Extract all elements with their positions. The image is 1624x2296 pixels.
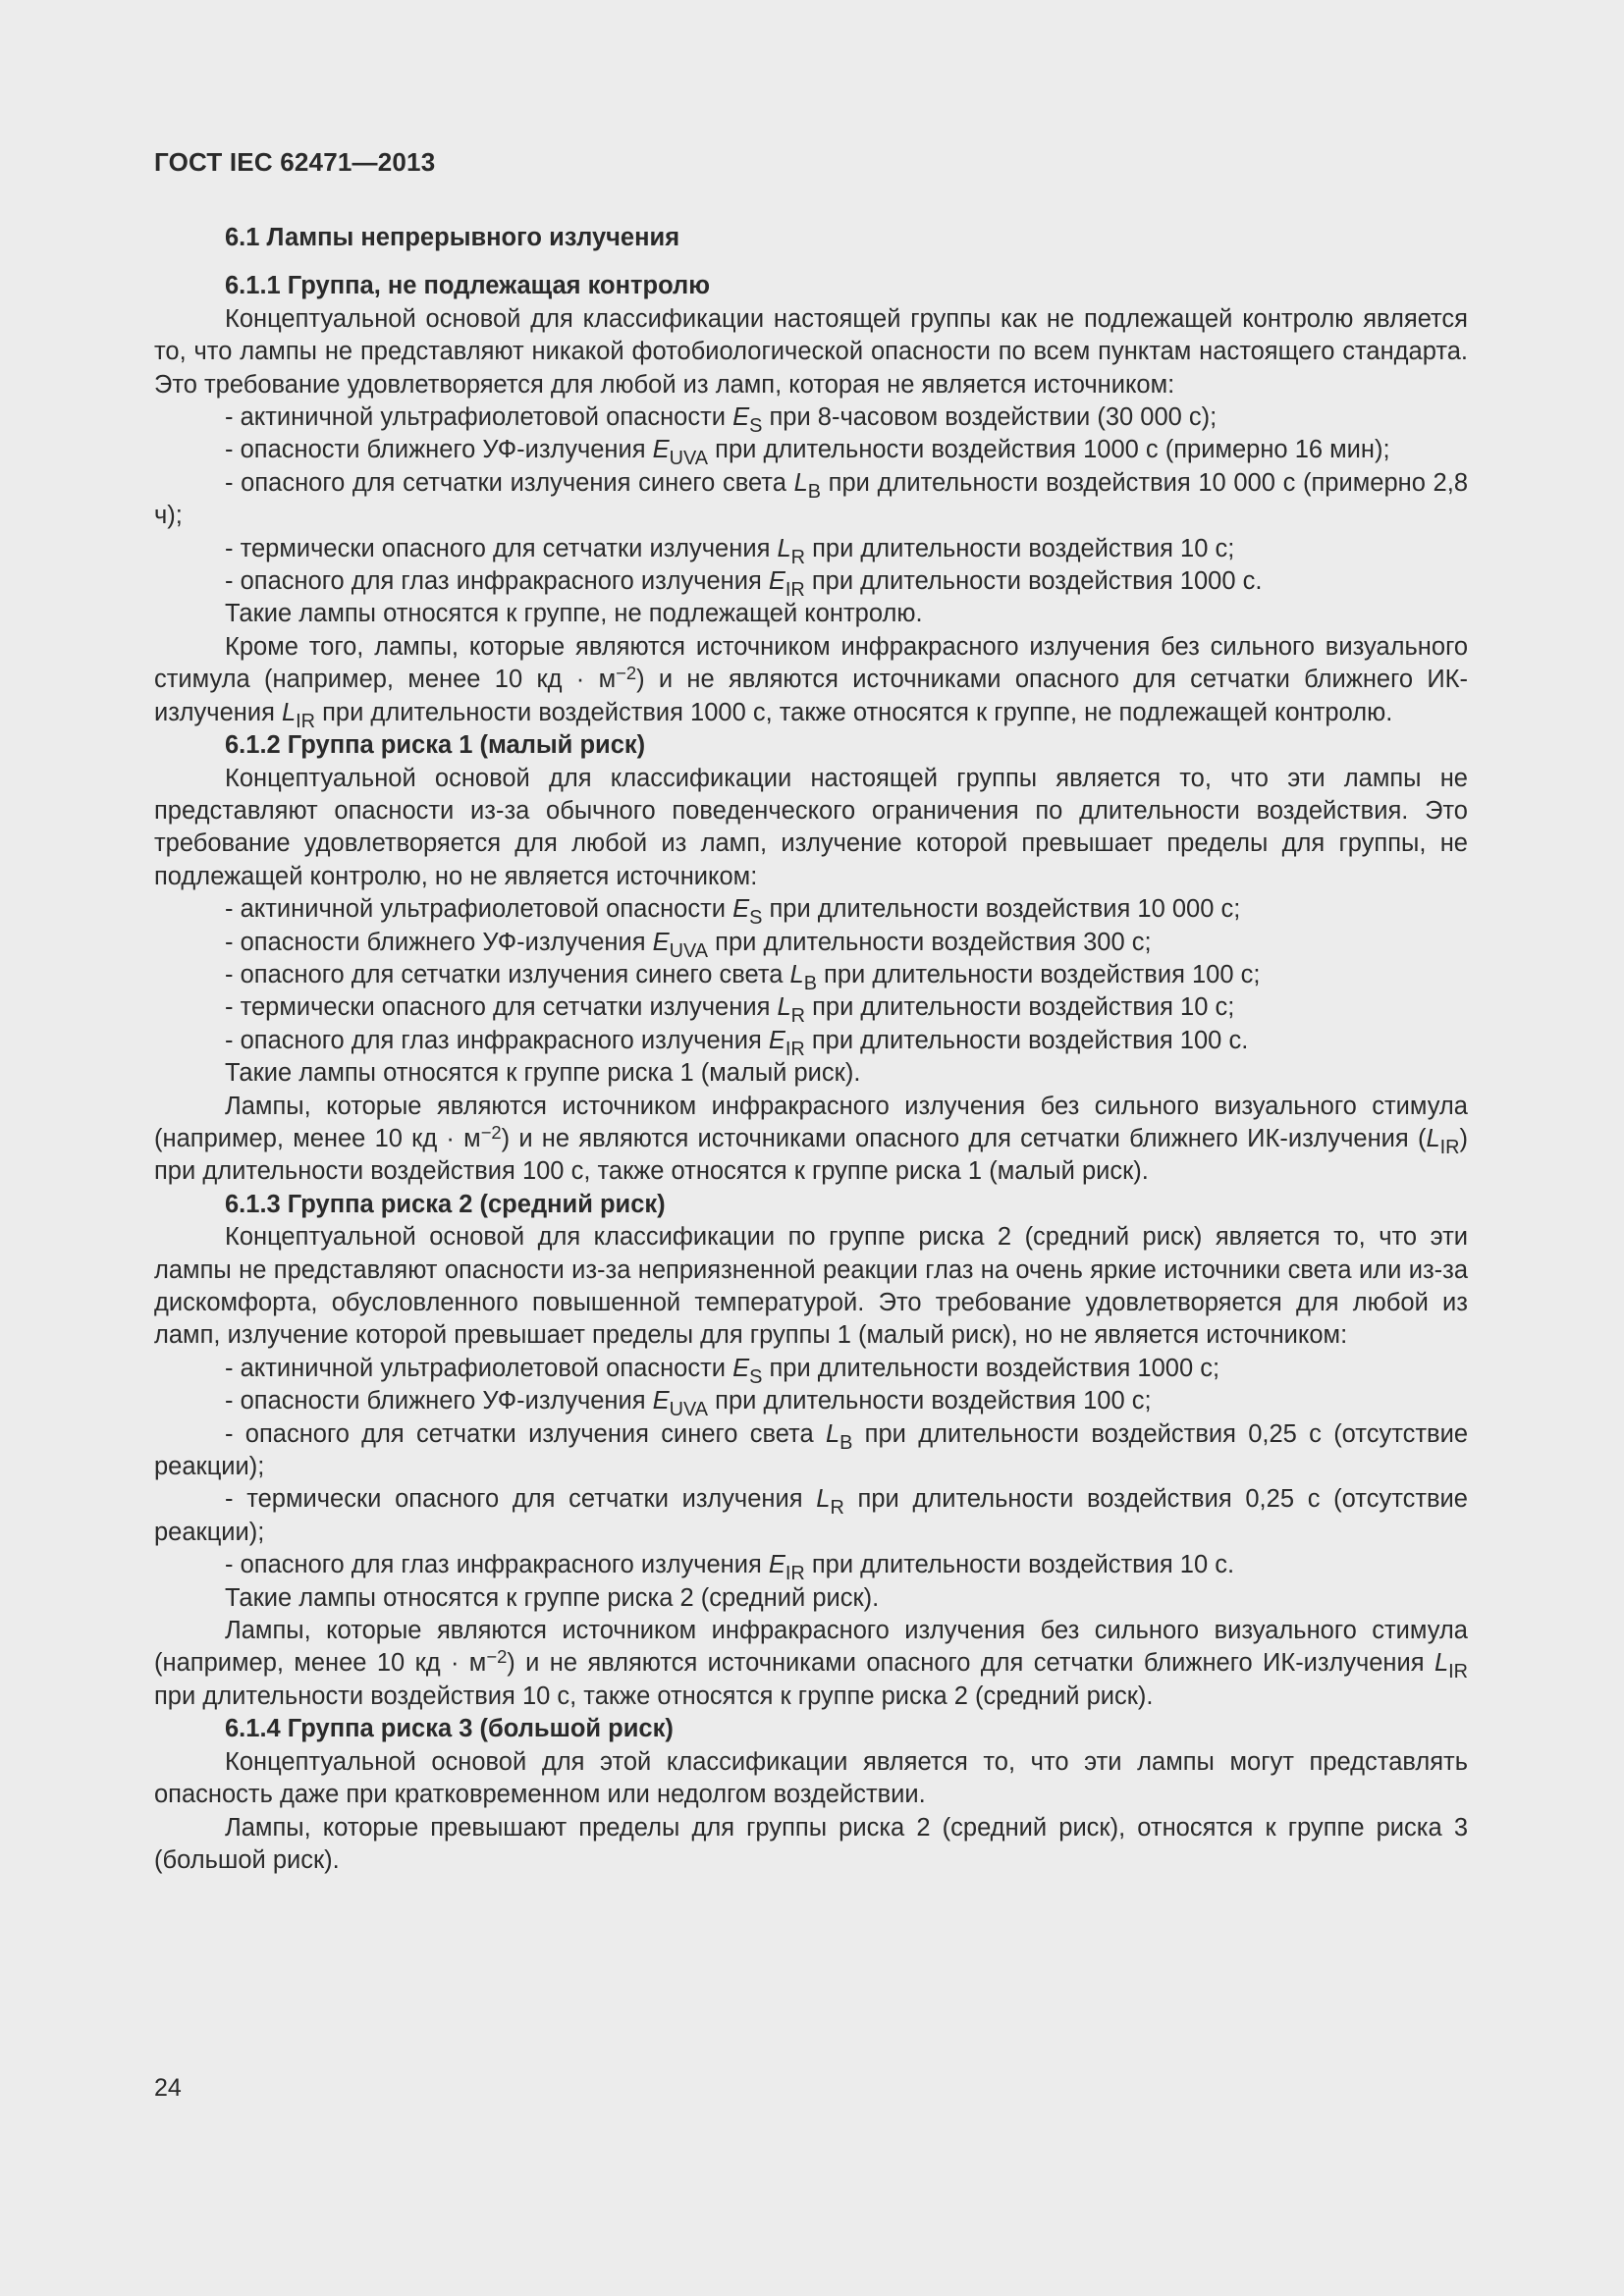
- list-item: - опасного для сетчатки излучения синего света $L_B$ при длительности воздействия 100 с;: [225, 960, 1261, 994]
- paragraph: Концептуальной основой для классификации по группе риска 2 (средний риск) является то, что эти лампы не представляют опасности из-за неприязненной реакции глаз на очень яркие источники света или из-за дискомфорта, обусловленного повышенной температурой. Это требование удовлетворяется для любой из ламп, излучение которой превышает пределы для группы 1 (малый риск), но не является источником:: [154, 1223, 1468, 1350]
- section-6-1-title: 6.1 Лампы непрерывного излучения: [225, 224, 680, 251]
- list-item: - актиничной ультрафиолетовой опасности $E_S$ при длительности воздействия 10 000 с;: [225, 895, 1241, 930]
- section-6-1-2-title: 6.1.2 Группа риска 1 (малый риск): [225, 731, 646, 760]
- section-6-1-1-title: 6.1.1 Группа, не подлежащая контролю: [225, 272, 711, 300]
- paragraph: Такие лампы относятся к группе, не подлежащей контролю.: [225, 600, 923, 628]
- paragraph: Такие лампы относятся к группе риска 1 (малый риск).: [225, 1059, 861, 1088]
- list-item: - опасного для глаз инфракрасного излучения $E_{IR}$ при длительности воздействия 100 с.: [225, 1026, 1249, 1060]
- list-item: - термически опасного для сетчатки излучения $L_R$ при длительности воздействия 10 с;: [225, 993, 1235, 1028]
- paragraph: Лампы, которые являются источником инфракрасного излучения без сильного визуального стимула (например, менее 10 кд · $м^{-2}$) и не являются источниками опасного для сетчатки ближнего ИК-излучения $L_{IR}$ при длительности воздействия 10 с, также относятся к группе риска 2 (средний риск).: [154, 1617, 1468, 1710]
- list-item: - актиничной ультрафиолетовой опасности $E_S$ при длительности воздействия 1000 с;: [225, 1354, 1220, 1388]
- list-item: - опасного для глаз инфракрасного излучения $E_{IR}$ при длительности воздействия 10 с.: [225, 1551, 1235, 1585]
- paragraph: Лампы, которые превышают пределы для группы риска 2 (средний риск), относятся к группе риска 3 (большой риск).: [154, 1813, 1468, 1874]
- list-item: - термически опасного для сетчатки излучения $L_R$ при длительности воздействия 0,25 с (отсутствие реакции);: [154, 1485, 1468, 1546]
- paragraph: Такие лампы относятся к группе риска 2 (средний риск).: [225, 1583, 880, 1612]
- paragraph: Концептуальной основой для этой классификации является то, что эти лампы могут представлять опасность даже при кратковременном или недолгом воздействии.: [154, 1747, 1468, 1809]
- list-item: - термически опасного для сетчатки излучения $L_R$ при длительности воздействия 10 с;: [225, 534, 1235, 568]
- list-item: - опасного для глаз инфракрасного излучения $E_{IR}$ при длительности воздействия 1000 с.: [225, 567, 1263, 602]
- list-item: - опасного для сетчатки излучения синего света $L_B$ при длительности воздействия 10 000 с (примерно 2,8 ч);: [154, 468, 1469, 530]
- list-item: - опасности ближнего УФ-излучения $E_{UVA}$ при длительности воздействия 100 с;: [225, 1387, 1152, 1421]
- section-6-1-4-title: 6.1.4 Группа риска 3 (большой риск): [225, 1715, 674, 1743]
- paragraph: Лампы, которые являются источником инфракрасного излучения без сильного визуального стимула (например, менее 10 кд · $м^{-2}$) и не являются источниками опасного для сетчатки ближнего ИК-излучения $(L_{IR})$ при длительности воздействия 100 с, также относятся к группе риска 1 (малый риск).: [154, 1092, 1468, 1186]
- list-item: - опасности ближнего УФ-излучения $E_{UVA}$ при длительности воздействия 1000 с (примерно 16 мин);: [225, 436, 1390, 470]
- list-item: - актиничной ультрафиолетовой опасности $E_S$ при 8-часовом воздействии (30 000 с);: [225, 403, 1218, 437]
- list-item: - опасности ближнего УФ-излучения $E_{UVA}$ при длительности воздействия 300 с;: [225, 928, 1152, 962]
- paragraph: Кроме того, лампы, которые являются источником инфракрасного излучения без сильного визуального стимула (например, менее 10 кд · $м^{-2}$) и не являются источниками опасного для сетчатки ближнего ИК-излучения $L_{IR}$ при длительности воздействия 1000 с, также относятся к группе, не подлежащей контролю.: [154, 632, 1468, 732]
- page-number: 24: [154, 2074, 182, 2102]
- list-item: - опасного для сетчатки излучения синего света $L_B$ при длительности воздействия 0,25 с (отсутствие реакции);: [154, 1419, 1468, 1481]
- paragraph: Концептуальной основой для классификации настоящей группы как не подлежащей контролю является то, что лампы не представляют никакой фотобиологической опасности по всем пунктам настоящего стандарта. Это требование удовлетворяется для любой из ламп, которая не является источником:: [154, 304, 1468, 399]
- paragraph: Концептуальной основой для классификации настоящей группы является то, что эти лампы не представляют опасности из-за обычного поведенческого ограничения по длительности воздействия. Это требование удовлетворяется для любой из ламп, излучение которой превышает пределы для группы, не подлежащей контролю, но не является источником:: [154, 764, 1468, 890]
- section-6-1-3-title: 6.1.3 Группа риска 2 (средний риск): [225, 1190, 666, 1218]
- document-header: ГОСТ IEC 62471—2013: [154, 147, 436, 177]
- document-body: [154, 222, 1468, 1877]
